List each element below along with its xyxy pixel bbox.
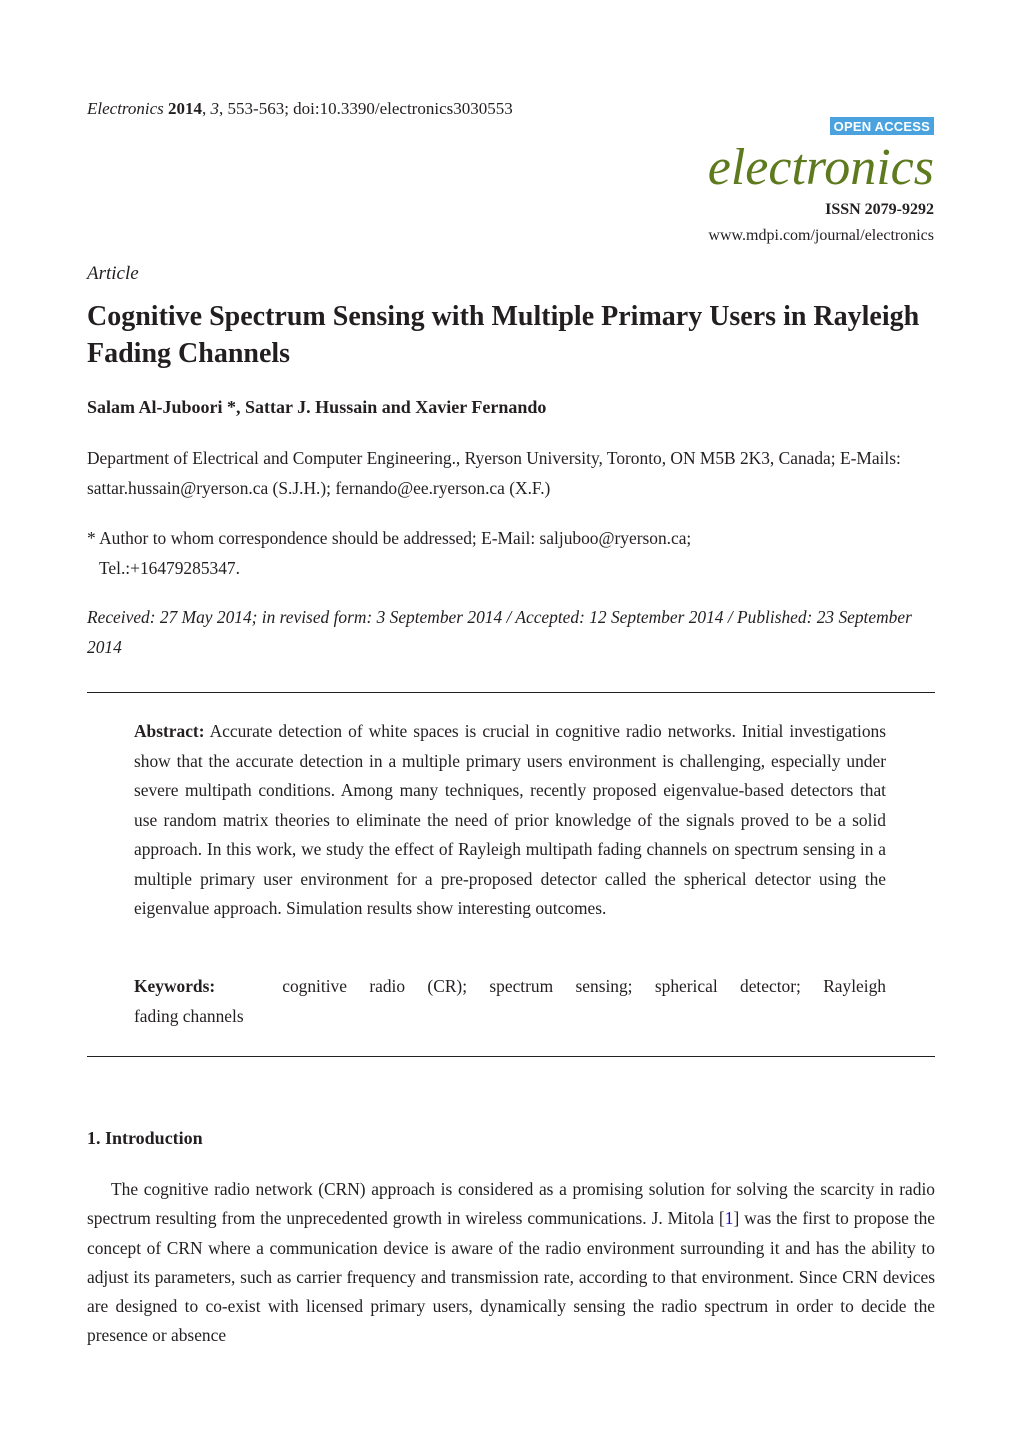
keywords-block (134, 972, 886, 1031)
top-divider (87, 692, 935, 693)
journal-name: Electronics (87, 99, 164, 118)
author-list: Salam Al-Juboori *, Sattar J. Hussain and Xavier Fernando (87, 397, 547, 417)
journal-logo: electronics (707, 139, 934, 196)
correspondence-note (87, 523, 937, 583)
abstract-text: Accurate detection of white spaces is crucial in cognitive radio networks. Initial investigations show that the accurate detection in a multiple primary users environment is challenging, especially under severe multipath conditions. Among many techniques, recently proposed eigenvalue-based detectors that use random matrix theories to eliminate the need of prior knowledge of the signals proved to be a solid approach. In this work, we study the effect of Rayleigh multipath fading channels on spectrum sensing in a multiple primary user environment for a pre-proposed detector called the spherical detector using the eigenvalue approach. Simulation results show interesting outcomes. (134, 721, 887, 918)
correspondence-email: * Author to whom correspondence should be addressed; E-Mail: saljuboo@ryerson.ca; (87, 528, 692, 548)
abstract-label: Abstract: (134, 721, 205, 741)
introduction-paragraph (87, 1175, 935, 1351)
keywords-text-2: fading channels (134, 1005, 244, 1026)
bottom-divider (87, 1056, 935, 1057)
intro-text-part-2: ] was the first to propose the concept of CRN where a communication device is aware of the radio environment surrounding it and has the ability to adjust its parameters, such as carrier frequency and transmission rate, according to that environment. Since CRN devices are designed to co-exist with licensed primary users, dynamically sensing the radio spectrum in order to decide the presence or absence (87, 1208, 935, 1346)
correspondence-tel: Tel.:+16479285347. (99, 558, 240, 578)
keywords-line-1 (134, 972, 886, 1002)
abstract-block (134, 717, 886, 924)
section-heading: 1. Introduction (87, 1128, 203, 1148)
pages-doi: , 553-563; doi:10.3390/electronics3030553 (219, 99, 513, 118)
affiliation: Department of Electrical and Computer Engineering., Ryerson University, Toronto, ON M5B 2K3, Canada; E-Mails: sattar.hussain@ryerson.ca (S.J.H.); fernando@ee.ryerson.ca (X.F.) (87, 448, 901, 498)
issn: ISSN 2079-9292 (825, 201, 934, 218)
publication-year: 2014 (168, 99, 203, 118)
intro-text-part-1: The cognitive radio network (CRN) approach is considered as a promising solution for solving the scarcity in radio spectrum resulting from the unprecedented growth in wireless communications. J. Mitola [ (87, 1179, 935, 1229)
citation-line: Electronics 2014, 3, 553-563; doi:10.3390/electronics3030553 (87, 99, 513, 118)
open-access-badge: OPEN ACCESS (830, 117, 934, 135)
article-title: Cognitive Spectrum Sensing with Multiple Primary Users in Rayleigh Fading Channels (87, 301, 920, 369)
keywords-text-1: cognitive radio (CR); spectrum sensing; spherical detector; Rayleigh (282, 976, 886, 996)
keywords-label: Keywords: (134, 976, 216, 996)
publication-dates: Received: 27 May 2014; in revised form: 3 September 2014 / Accepted: 12 September 2014 / Published: 23 September 2014 (87, 607, 912, 657)
article-type: Article (87, 263, 139, 284)
reference-link[interactable]: 1 (724, 1208, 734, 1229)
journal-url[interactable]: www.mdpi.com/journal/electronics (708, 227, 934, 244)
volume-number: 3 (210, 99, 220, 118)
